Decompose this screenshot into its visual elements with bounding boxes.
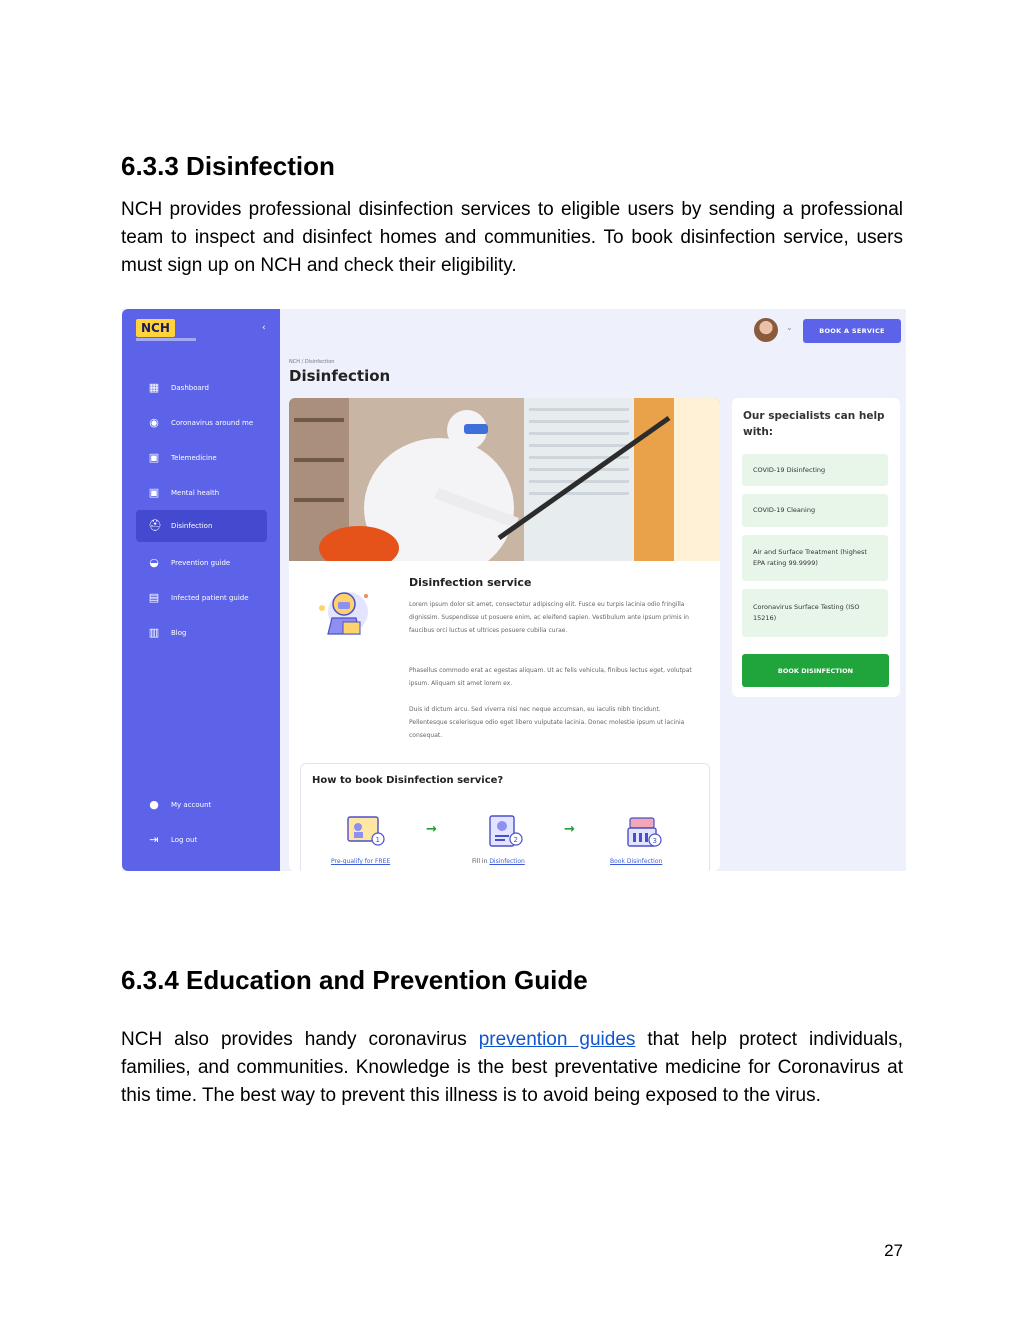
svg-text:2: 2 [513,836,518,844]
nav-label: Mental health [171,489,220,497]
specialists-title: Our specialists can help with: [743,410,885,438]
nav-label: Prevention guide [171,559,231,567]
main-content [280,309,906,871]
specialists-panel [732,398,900,697]
nav-item-mental-health[interactable] [136,477,267,509]
section-heading-education: 6.3.4 Education and Prevention Guide [121,965,588,995]
location-pin-icon: ◉ [149,416,159,429]
logo-tagline [136,338,196,341]
nav-label: Coronavirus around me [171,419,254,427]
prequalify-link[interactable]: Pre-qualify for FREE [331,858,391,865]
avatar[interactable] [754,318,778,342]
collapse-icon[interactable]: ‹ [262,323,266,333]
how-to-book-box [300,763,710,871]
sidebar [122,309,280,871]
section-heading-disinfection: 6.3.3 Disinfection [121,151,335,181]
nav-item-infected-patient-guide[interactable] [136,582,267,614]
disinfection-illustration [314,582,374,642]
nav-item-coronavirus-around-me[interactable] [136,407,267,439]
svg-text:3: 3 [652,837,657,845]
monitor-plus-icon: ▣ [148,451,160,464]
prequalify-icon [346,814,386,848]
user-icon: ● [149,798,159,811]
arrow-right-icon: → [426,822,437,837]
disinfection-icon: ⛑ [148,519,162,532]
service-card [289,398,720,871]
nav-label: Blog [171,629,187,637]
paragraph-text: NCH also provides handy coronavirus [121,1029,479,1050]
paragraph-text: that help protect individuals, families, and communities. Knowledge is the best preventative medicine for Coronavirus at this time. The best way to prevent this illness is to avoid being exposed to the virus. [121,1029,904,1106]
nav-label: My account [171,801,212,809]
svg-text:1: 1 [375,836,380,844]
disinfection-photo [289,398,720,561]
page-title: Disinfection [289,367,391,385]
nav-label: Log out [171,836,198,844]
step-1-label[interactable] [331,858,390,865]
book-disinfection-link[interactable]: Book Disinfection [610,858,663,865]
logout-icon: ⇥ [149,833,159,846]
service-paragraph: Phasellus commodo erat ac egestas aliquam. Ut ac felis vehicula, finibus lectus eget, volutpat ipsum. Aliquam sit amet lorem ex. [409,667,692,687]
nav-label: Telemedicine [171,454,217,462]
service-title: Disinfection service [409,576,532,589]
specialist-item: COVID-19 Cleaning [742,494,888,527]
arrow-right-icon: → [564,822,575,837]
nav-item-my-account[interactable] [136,789,267,821]
step-2-text: Fill in [472,858,490,865]
book-disinfection-icon [624,814,664,848]
nav-item-telemedicine[interactable] [136,442,267,474]
how-to-book-title: How to book Disinfection service? [312,775,504,786]
dashboard-icon: ▦ [148,381,160,394]
service-paragraph: Lorem ipsum dolor sit amet, consectetur adipiscing elit. Fusce eu turpis lacinia odio fringilla dignissim. Suspendisse ut posuere enim, ac eleifend sapien. Vestibulum ante ipsum primis in faucibus orci luctus et ultrices posuere cubilia curae. [409,601,689,634]
section-paragraph-education [121,1026,903,1110]
breadcrumb[interactable]: NCH / Disinfection [289,359,335,365]
mask-icon: ◒ [149,556,159,569]
section-paragraph-disinfection: NCH provides professional disinfection services to eligible users by sending a professional team to inspect and disinfect homes and communities. To book disinfection service, users must sign up on NCH and check their eligibility. [121,199,903,276]
page-number: 27 [884,1241,903,1260]
chevron-down-icon[interactable]: ⌄ [786,323,793,332]
nav-item-log-out[interactable] [136,824,267,856]
specialist-item: Coronavirus Surface Testing (ISO 15216) [742,589,888,637]
blog-icon: ▥ [148,626,160,639]
monitor-chat-icon: ▣ [148,486,160,499]
nav-item-prevention-guide[interactable] [136,547,267,579]
fill-in-form-icon [486,814,526,848]
nav-label: Dashboard [171,384,209,392]
nch-logo: NCH [136,319,175,337]
service-paragraph: Duis id dictum arcu. Sed viverra nisi nec neque accumsan, eu iaculis nibh tincidunt. Pellentesque scelerisque odio eget libero vulputate lacinia. Donec molestie ipsum ut lacinia consequat. [409,706,685,739]
nav-label: Infected patient guide [171,594,249,602]
nav-item-dashboard[interactable] [136,372,267,404]
disinfection-link[interactable]: Disinfection [489,858,525,865]
nav-item-blog[interactable] [136,617,267,649]
nav-item-disinfection[interactable] [136,510,267,542]
specialist-item: COVID-19 Disinfecting [742,454,888,486]
app-screenshot [122,309,906,871]
step-2-label [472,858,525,865]
specialist-item: Air and Surface Treatment (highest EPA rating 99.9999) [742,535,888,581]
nav-label: Disinfection [171,522,213,530]
book-a-service-button[interactable]: BOOK A SERVICE [803,319,901,343]
step-3-label[interactable] [610,858,662,865]
guide-icon: ▤ [148,591,160,604]
book-disinfection-button[interactable]: BOOK DISINFECTION [742,654,889,687]
prevention-guides-link[interactable]: prevention guides [478,1029,636,1050]
